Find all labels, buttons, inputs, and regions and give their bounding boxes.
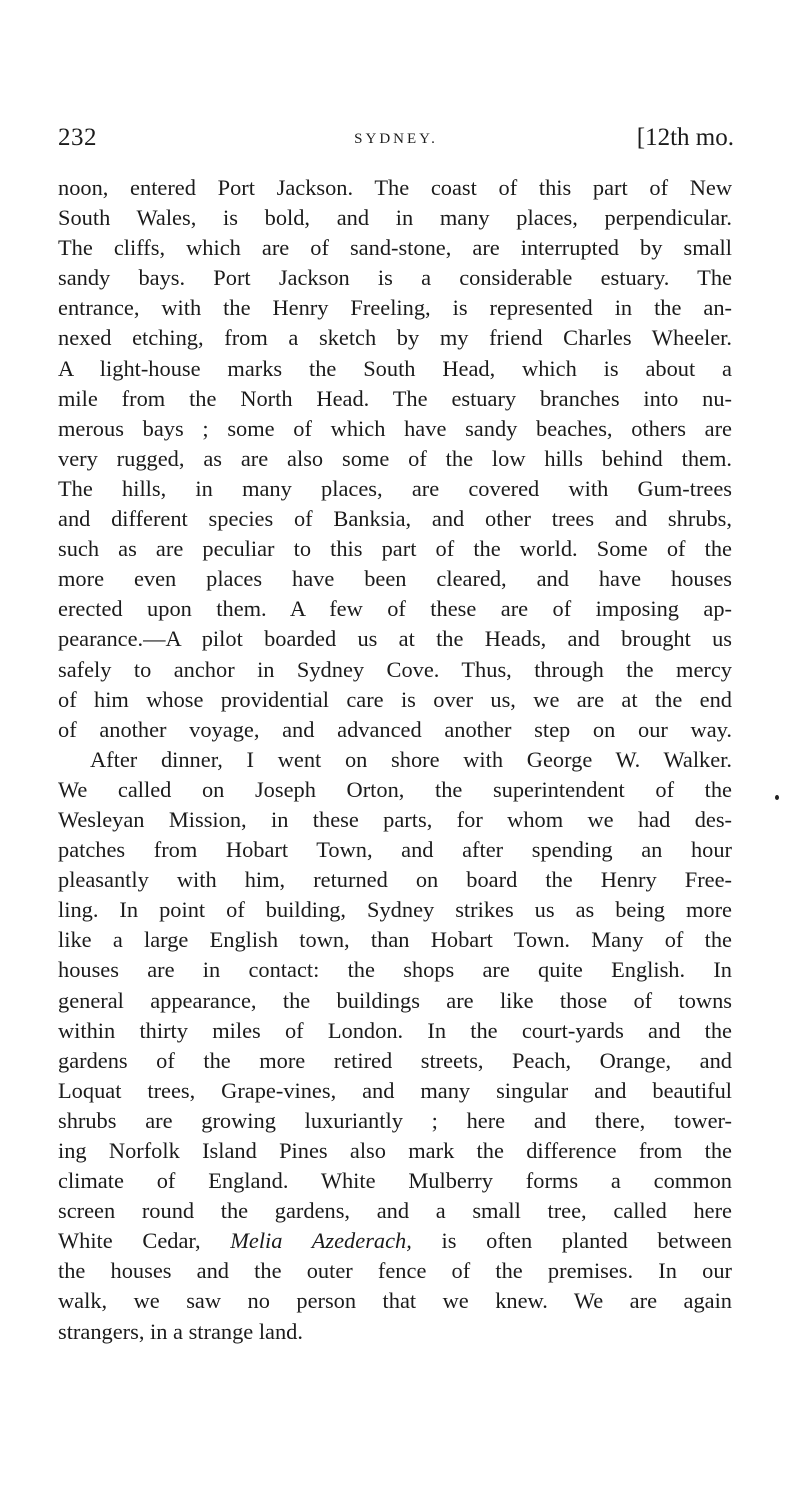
section-note: [12th mo. <box>636 124 734 151</box>
text-line: pleasantly with him, returned on board the Henry Free- <box>58 867 732 893</box>
text-line: ling. In point of building, Sydney strikes us as being more <box>58 897 732 923</box>
text-line: mile from the North Head. The estuary branches into nu- <box>58 385 732 411</box>
text-line: entrance, with the Henry Freeling, is represented in the an- <box>58 295 732 321</box>
text-line: more even places have been cleared, and have houses <box>58 566 732 592</box>
text-line: pearance.—A pilot boarded us at the Heads, and brought us <box>58 626 732 652</box>
ink-speck <box>775 795 779 800</box>
text-line: nexed etching, from a sketch by my friend Charles Wheeler. <box>58 325 732 351</box>
text-line: within thirty miles of London. In the court-yards and the <box>58 1017 732 1043</box>
text-line: very rugged, as are also some of the low hills behind them. <box>58 445 732 471</box>
text-line: safely to anchor in Sydney Cove. Thus, through the mercy <box>58 656 732 682</box>
text-line: like a large English town, than Hobart Town. Many of the <box>58 927 732 953</box>
page-header <box>58 124 734 160</box>
page-number: 232 <box>58 124 97 151</box>
text-line: gardens of the more retired streets, Peach, Orange, and <box>58 1047 732 1073</box>
text-line: screen round the gardens, and a small tree, called here <box>58 1198 732 1224</box>
body-text <box>58 173 732 1347</box>
text-line: climate of England. White Mulberry forms a common <box>58 1168 732 1194</box>
text-line: South Wales, is bold, and in many places, perpendicular. <box>58 205 732 231</box>
text-line: houses are in contact: the shops are quite English. In <box>58 957 732 983</box>
text-line: the houses and the outer fence of the premises. In our <box>58 1258 732 1284</box>
text-line: A light-house marks the South Head, which is about a <box>58 355 732 381</box>
text-line: shrubs are growing luxuriantly ; here and there, tower- <box>58 1107 732 1133</box>
text-line: of another voyage, and advanced another step on our way. <box>58 716 732 742</box>
italic-species-name: Melia Azederach, <box>230 1228 412 1254</box>
text-line: sandy bays. Port Jackson is a considerable estuary. The <box>58 265 732 291</box>
text-line: Loquat trees, Grape-vines, and many singular and beautiful <box>58 1077 732 1103</box>
running-head: SYDNEY. <box>354 131 438 147</box>
text-line: general appearance, the buildings are like those of towns <box>58 987 732 1013</box>
text-line-with-italic <box>58 1226 732 1256</box>
text-line: walk, we saw no person that we knew. We are again <box>58 1288 732 1314</box>
text-line: such as are peculiar to this part of the world. Some of the <box>58 536 732 562</box>
text-line: erected upon them. A few of these are of imposing ap- <box>58 596 732 622</box>
text-line: Wesleyan Mission, in these parts, for whom we had des- <box>58 806 732 832</box>
text-line: The cliffs, which are of sand-stone, are interrupted by small <box>58 235 732 261</box>
text-line: strangers, in a strange land. <box>58 1318 303 1344</box>
text-line: merous bays ; some of which have sandy beaches, others are <box>58 415 732 441</box>
text-segment: White Cedar, <box>58 1228 231 1254</box>
text-line: of him whose providential care is over us, we are at the end <box>58 686 732 712</box>
text-segment: is often planted between <box>411 1228 732 1254</box>
text-line: patches from Hobart Town, and after spending an hour <box>58 837 732 863</box>
text-line: noon, entered Port Jackson. The coast of this part of New <box>58 175 732 200</box>
text-line: ing Norfolk Island Pines also mark the difference from the <box>58 1138 732 1163</box>
text-line: The hills, in many places, are covered with Gum-trees <box>58 475 732 501</box>
text-line: We called on Joseph Orton, the superintendent of the <box>58 776 732 802</box>
text-line: and different species of Banksia, and other trees and shrubs, <box>58 506 732 532</box>
paragraph-first-line: After dinner, I went on shore with George W. Walker. <box>90 746 732 772</box>
